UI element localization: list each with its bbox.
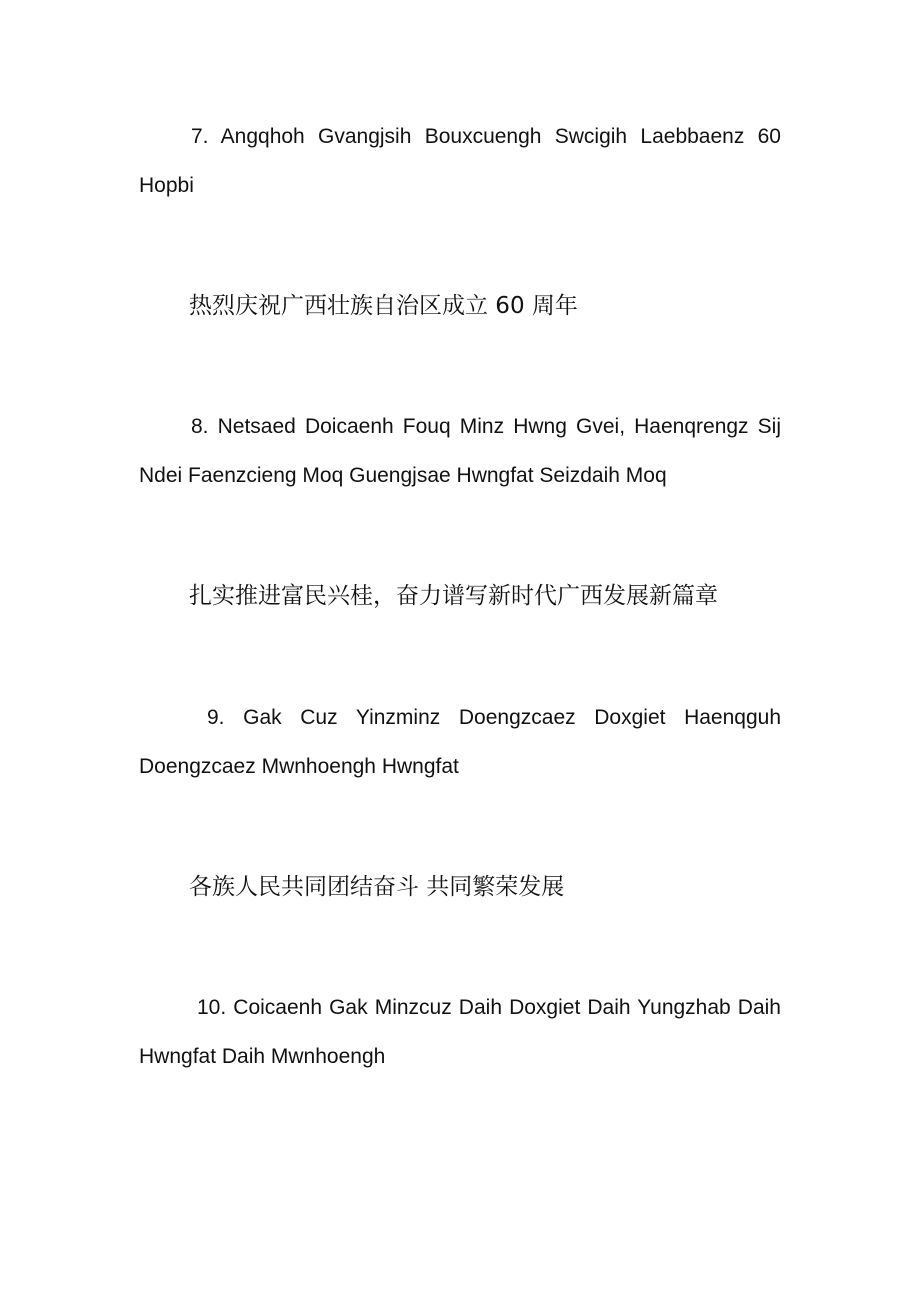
slogan-8-chinese: 扎实推进富民兴桂，奋力谱写新时代广西发展新篇章 bbox=[189, 583, 718, 609]
slogan-9-zhuang: 9. Gak Cuz Yinzminz Doengzcaez Doxgiet Haenqguh Doengzcaez Mwnhoengh Hwngfat bbox=[139, 706, 781, 778]
slogan-7-zhuang: 7. Angqhoh Gvangjsih Bouxcuengh Swcigih Laebbaenz 60 Hopbi bbox=[139, 125, 781, 197]
slogan-9-chinese: 各族人民共同团结奋斗 共同繁荣发展 bbox=[189, 874, 565, 900]
slogan-7-chinese: 热烈庆祝广西壮族自治区成立 60 周年 bbox=[189, 293, 578, 319]
slogan-8-zhuang: 8. Netsaed Doicaenh Fouq Minz Hwng Gvei, Haenqrengz Sij Ndei Faenzcieng Moq Guengjsae Hwngfat Seizdaih Moq bbox=[139, 415, 781, 487]
slogan-10-zhuang: 10. Coicaenh Gak Minzcuz Daih Doxgiet Daih Yungzhab Daih Hwngfat Daih Mwnhoengh bbox=[139, 996, 781, 1068]
